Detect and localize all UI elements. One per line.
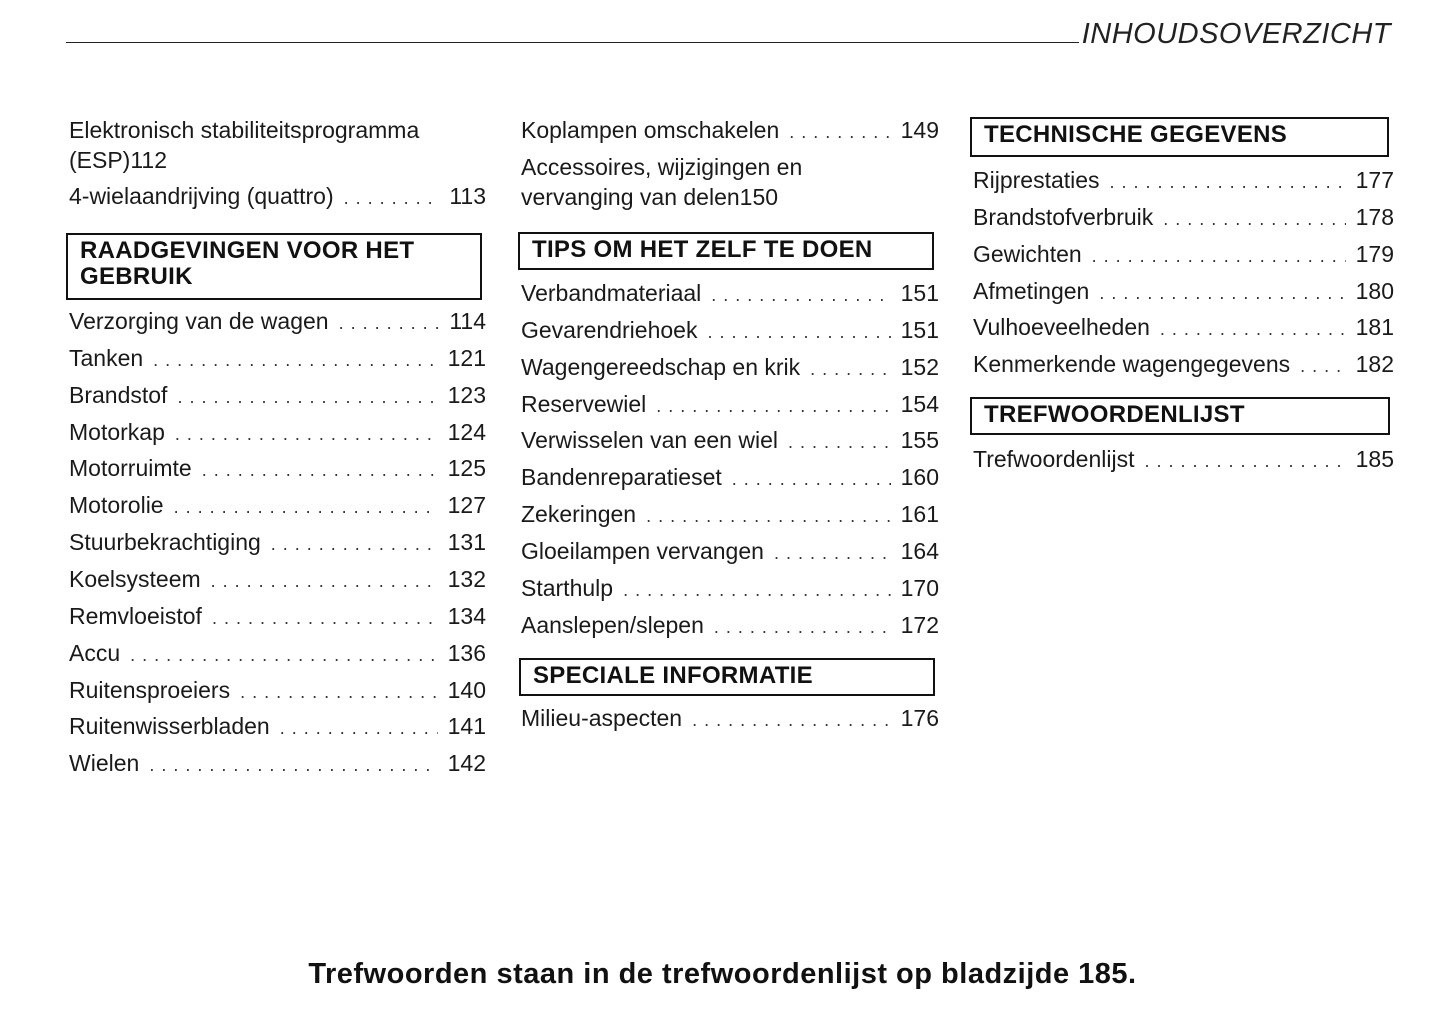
toc-entry-page: 182 — [1355, 351, 1394, 378]
toc-entry-label: Afmetingen — [973, 277, 1090, 304]
section-heading-speciale[interactable]: SPECIALE INFORMATIE — [519, 658, 935, 696]
toc-entry[interactable] — [973, 202, 1394, 234]
toc-entry-label: Wagengereedschap en krik — [521, 353, 801, 380]
section-heading-trefwoorden[interactable]: TREFWOORDENLIJST — [970, 397, 1390, 435]
toc-entry-label: Reservewiel — [521, 390, 647, 417]
leader-dots — [1163, 204, 1345, 234]
leader-dots — [707, 317, 890, 347]
toc-entry-page: 155 — [900, 427, 939, 454]
toc-entry-label: Motorruimte — [69, 455, 192, 482]
leader-dots — [177, 382, 437, 412]
leader-dots — [174, 492, 438, 522]
toc-entry-page: 160 — [900, 464, 939, 491]
toc-entry-page: 179 — [1355, 240, 1394, 267]
toc-entry-label: vervanging van delen — [521, 184, 740, 210]
toc-entry-page: 149 — [900, 117, 939, 143]
toc-entry-page: 136 — [447, 639, 486, 666]
leader-dots — [149, 750, 437, 780]
toc-entry[interactable] — [521, 425, 939, 457]
toc-entry-page: 178 — [1355, 203, 1394, 230]
leader-dots — [1144, 446, 1345, 476]
toc-entry-page: 176 — [900, 705, 939, 731]
toc-entry-koplampen[interactable] — [521, 115, 939, 147]
toc-entry-label: Bandenreparatieset — [521, 464, 722, 491]
toc-entry[interactable] — [973, 312, 1394, 344]
toc-entry[interactable] — [69, 306, 486, 338]
toc-entry-page: 131 — [447, 529, 486, 556]
toc-entry-label: Verwisselen van een wiel — [521, 427, 778, 454]
toc-entry-page: 123 — [447, 381, 486, 408]
leader-dots — [714, 612, 891, 642]
toc-entry-label: Brandstof — [69, 381, 168, 408]
toc-entry-page: 114 — [449, 308, 486, 334]
toc-entry-label: Stuurbekrachtiging — [69, 529, 261, 556]
toc-entry-label: Gloeilampen vervangen — [521, 537, 764, 564]
leader-dots — [130, 640, 437, 670]
toc-entry-label: Tanken — [69, 344, 144, 371]
leader-dots — [732, 464, 891, 494]
toc-entry-page: 150 — [739, 184, 779, 210]
toc-entry-page: 140 — [447, 676, 486, 703]
toc-entry[interactable] — [521, 389, 939, 421]
leader-dots — [339, 308, 440, 338]
toc-entry-page: 134 — [447, 602, 486, 629]
toc-entry[interactable] — [69, 380, 486, 412]
toc-entry-page: 164 — [900, 537, 939, 564]
toc-entry-page: 180 — [1355, 277, 1394, 304]
section-heading-tips[interactable]: TIPS OM HET ZELF TE DOEN — [518, 232, 934, 270]
toc-entry-page: 152 — [900, 353, 939, 380]
toc-entry-page: 151 — [900, 280, 939, 306]
toc-entry-label: Verzorging van de wagen — [69, 308, 329, 334]
toc-entry-label: Verbandmateriaal — [521, 280, 702, 306]
toc-entry-page: 170 — [900, 574, 939, 601]
toc-entry-page: 185 — [1355, 446, 1394, 472]
leader-dots — [1160, 314, 1346, 344]
toc-entry[interactable] — [973, 276, 1394, 308]
toc-entry-label: Accu — [69, 639, 121, 666]
toc-entry[interactable] — [69, 417, 486, 449]
toc-entry-page: 154 — [900, 390, 939, 417]
toc-entry[interactable] — [69, 453, 486, 485]
toc-entry-label: Zekeringen — [521, 501, 637, 528]
section-heading-technische[interactable]: TECHNISCHE GEGEVENS — [970, 117, 1389, 157]
toc-entry[interactable] — [521, 315, 939, 347]
toc-entry-label: Aanslepen/slepen — [521, 611, 704, 638]
leader-dots — [1092, 241, 1346, 271]
section-heading-raadgevingen[interactable]: RAADGEVINGEN VOOR HET GEBRUIK — [66, 233, 482, 300]
leader-dots — [153, 345, 437, 375]
leader-dots — [211, 566, 438, 596]
toc-entry-label: Milieu-aspecten — [521, 705, 683, 731]
toc-entry[interactable] — [521, 278, 939, 310]
toc-entry-page: 121 — [447, 344, 486, 371]
toc-entry[interactable] — [69, 490, 486, 522]
toc-entry-page: 161 — [900, 501, 939, 528]
toc-entry-label: Accessoires, wijzigingen en — [521, 154, 803, 180]
toc-entry-esp[interactable] — [69, 115, 486, 175]
toc-entry-label: Brandstofverbruik — [973, 203, 1154, 230]
toc-entry[interactable] — [69, 675, 486, 707]
toc-entry-page: 151 — [900, 316, 939, 343]
leader-dots — [280, 713, 438, 743]
toc-entry-label: Koelsysteem — [69, 565, 201, 592]
leader-dots — [692, 705, 891, 735]
toc-entry-label: Starthulp — [521, 574, 614, 601]
toc-entry-page: 141 — [447, 713, 486, 740]
toc-entry-page: 132 — [447, 565, 486, 592]
toc-entry-label: Gewichten — [973, 240, 1082, 267]
leader-dots — [1300, 351, 1346, 381]
toc-entry-page: 181 — [1355, 314, 1394, 341]
toc-entry[interactable] — [69, 527, 486, 559]
toc-entry-page: 125 — [447, 455, 486, 482]
toc-entry-label: 4-wielaandrijving (quattro) — [69, 183, 334, 209]
leader-dots — [240, 677, 438, 707]
page-title: INHOUDSOVERZICHT — [1081, 18, 1391, 50]
toc-entry-label: Gevarendriehoek — [521, 316, 698, 343]
toc-entry-page: 127 — [447, 492, 486, 519]
toc-entry[interactable] — [973, 349, 1394, 381]
toc-entry[interactable] — [69, 564, 486, 596]
toc-entry[interactable] — [521, 573, 939, 605]
toc-entry[interactable] — [521, 703, 939, 735]
leader-dots — [202, 455, 438, 485]
toc-entry-page: 172 — [900, 611, 939, 638]
toc-entry[interactable] — [521, 610, 939, 642]
toc-entry[interactable] — [973, 165, 1394, 197]
toc-entry-label: Ruitenwisserbladen — [69, 713, 270, 740]
leader-dots — [271, 529, 438, 559]
toc-entry-quattro[interactable] — [69, 181, 486, 213]
leader-dots — [623, 575, 891, 605]
leader-dots — [810, 354, 890, 384]
toc-entry-page: 112 — [130, 147, 168, 173]
toc-entry-page: 124 — [447, 418, 486, 445]
toc-entry-label: Trefwoordenlijst — [973, 446, 1135, 472]
toc-entry-label: Kenmerkende wagengegevens — [973, 351, 1291, 378]
leader-dots — [774, 538, 891, 568]
leader-dots — [175, 419, 438, 449]
toc-entry-label: Vulhoeveelheden — [973, 314, 1150, 341]
toc-entry-label: Wielen — [69, 750, 140, 777]
toc-entry[interactable] — [521, 499, 939, 531]
toc-entry-label: Rijprestaties — [973, 167, 1100, 193]
toc-entry[interactable] — [69, 638, 486, 670]
toc-entry-page: 177 — [1355, 167, 1394, 193]
leader-dots — [788, 427, 891, 457]
header-rule — [66, 42, 1079, 43]
toc-entry[interactable] — [521, 462, 939, 494]
toc-entry-label: Motorkap — [69, 418, 165, 445]
toc-entry-label: Elektronisch stabiliteitsprogramma — [69, 117, 420, 143]
toc-entry-label: Ruitensproeiers — [69, 676, 231, 703]
toc-entry[interactable] — [521, 352, 939, 384]
toc-entry-label: (ESP) — [69, 147, 131, 173]
toc-entry[interactable] — [69, 748, 486, 780]
toc-entry[interactable] — [69, 601, 486, 633]
toc-entry[interactable] — [69, 711, 486, 743]
leader-dots — [1099, 278, 1345, 308]
leader-dots — [656, 391, 890, 421]
toc-entry[interactable] — [973, 239, 1394, 271]
toc-entry-accessoires[interactable] — [521, 152, 939, 212]
leader-dots — [646, 501, 891, 531]
toc-entry-label: Koplampen omschakelen — [521, 117, 780, 143]
toc-entry-page: 113 — [449, 183, 486, 209]
toc-entry[interactable] — [973, 444, 1394, 476]
toc-entry-label: Motorolie — [69, 492, 164, 519]
leader-dots — [344, 183, 440, 213]
leader-dots — [789, 117, 890, 147]
leader-dots — [711, 280, 890, 310]
toc-entry-page: 142 — [447, 750, 486, 777]
leader-dots — [1110, 167, 1346, 197]
toc-entry[interactable] — [521, 536, 939, 568]
footer-note: Trefwoorden staan in de trefwoordenlijst op bladzijde 185. — [308, 958, 1137, 990]
toc-entry-label: Remvloeistof — [69, 602, 202, 629]
leader-dots — [212, 603, 438, 633]
toc-entry[interactable] — [69, 343, 486, 375]
